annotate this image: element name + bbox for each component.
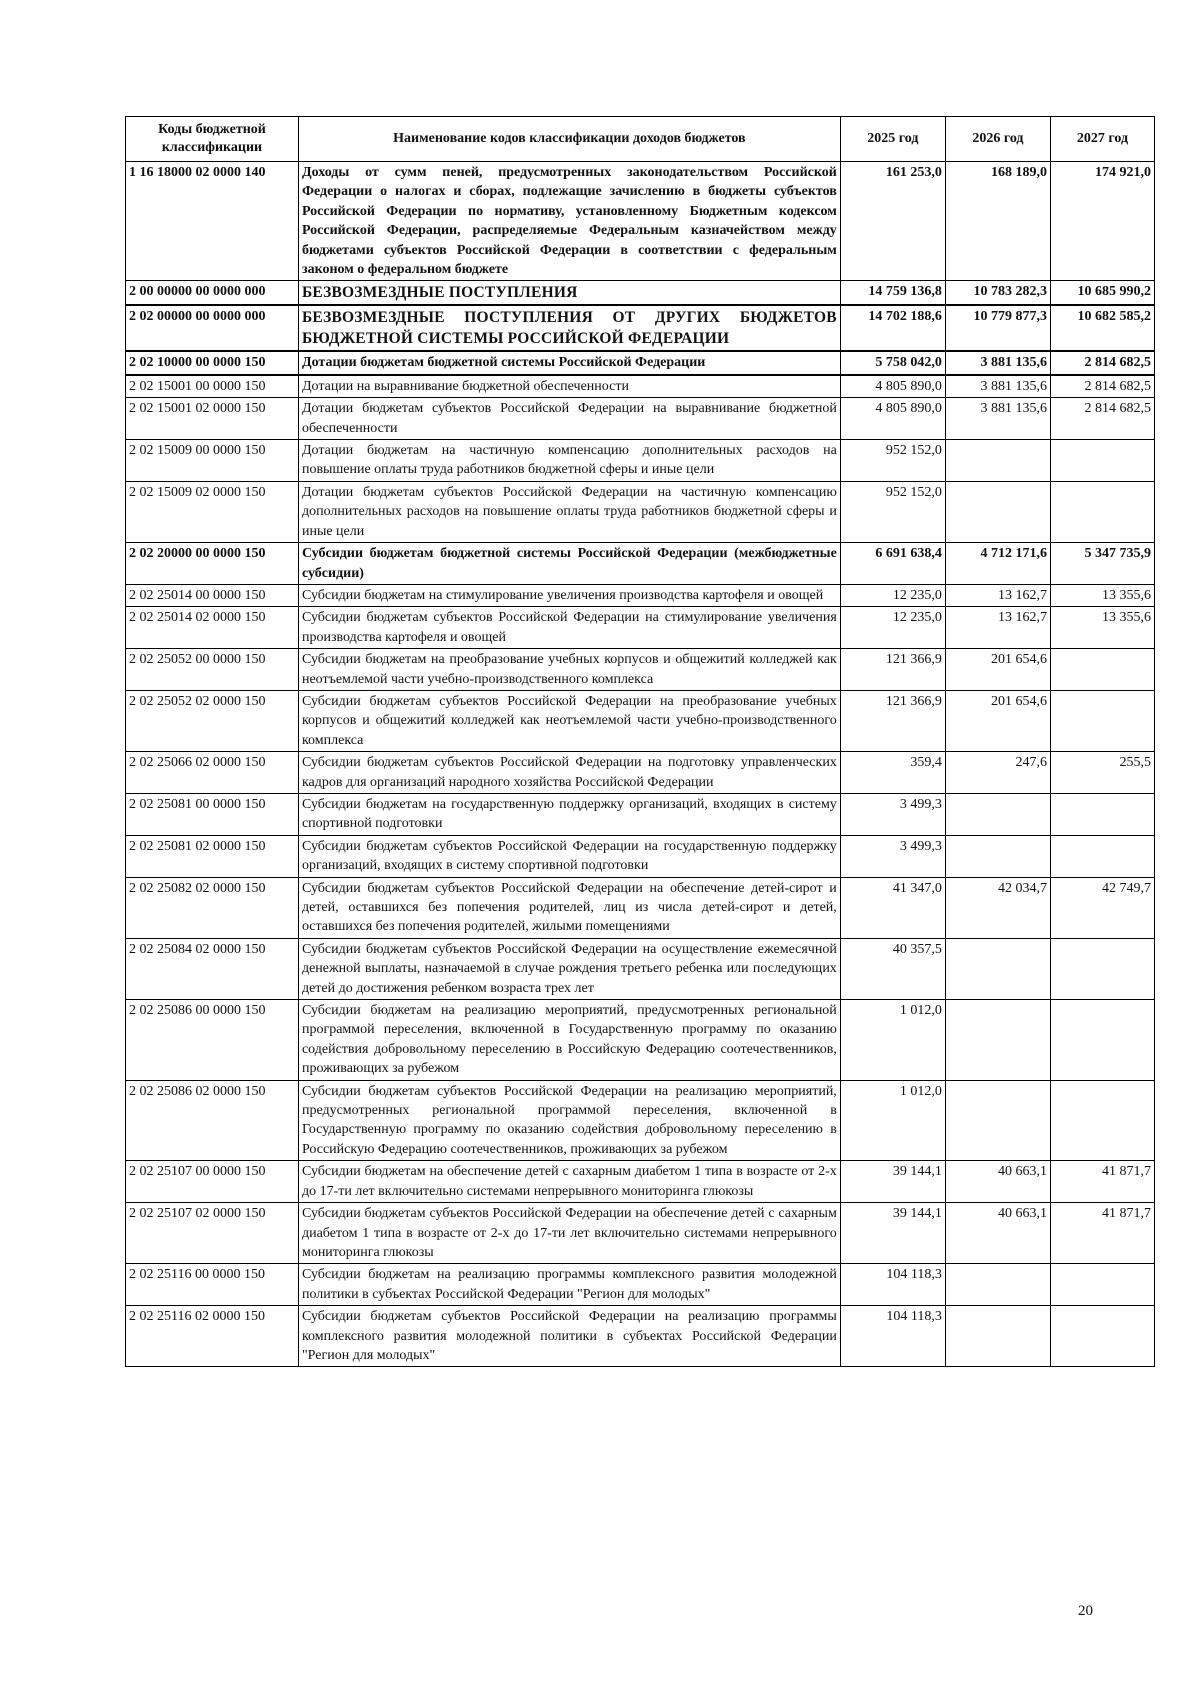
row-value-2026: 201 654,6: [945, 690, 1050, 751]
row-name: Субсидии бюджетам субъектов Российской Федерации на реализацию программы комплексного развития молодежной политики в субъектах Российской Федерации "Регион для молодых": [298, 1306, 840, 1367]
row-value-2027: [1050, 1264, 1154, 1306]
row-name: Субсидии бюджетам бюджетной системы Российской Федерации (межбюджетные субсидии): [298, 543, 840, 585]
row-value-2027: 42 749,7: [1050, 877, 1154, 938]
row-value-2026: 13 162,7: [945, 607, 1050, 649]
row-value-2026: [945, 1264, 1050, 1306]
row-code: 2 02 25107 02 0000 150: [126, 1203, 299, 1264]
row-value-2027: [1050, 793, 1154, 835]
row-value-2025: 952 152,0: [840, 481, 945, 542]
row-value-2026: 10 779 877,3: [945, 305, 1050, 351]
table-row: [126, 1203, 1155, 1264]
row-value-2027: 5 347 735,9: [1050, 543, 1154, 585]
table-row: [126, 835, 1155, 877]
row-value-2027: [1050, 690, 1154, 751]
row-code: 2 02 25052 02 0000 150: [126, 690, 299, 751]
row-name: Субсидии бюджетам субъектов Российской Федерации на осуществление ежемесячной денежной выплаты, назначаемой в случае рождения третьего ребенка или последующих детей до достижения ребенком возраста трех лет: [298, 938, 840, 999]
row-code: 2 02 25066 02 0000 150: [126, 752, 299, 794]
row-code: 2 02 15009 02 0000 150: [126, 481, 299, 542]
table-header-row: [126, 117, 1155, 162]
row-value-2025: 5 758 042,0: [840, 351, 945, 374]
row-name: Дотации бюджетам субъектов Российской Федерации на частичную компенсацию дополнительных расходов на повышение оплаты труда работников бюджетной сферы и иные цели: [298, 481, 840, 542]
row-value-2026: 3 881 135,6: [945, 398, 1050, 440]
row-name: Субсидии бюджетам субъектов Российской Федерации на обеспечение детей-сирот и детей, оставшихся без попечения родителей, лиц из числа детей-сирот и детей, оставшихся без попечения родителей, жилыми помещениями: [298, 877, 840, 938]
table-row: [126, 1264, 1155, 1306]
row-code: 2 02 25107 00 0000 150: [126, 1161, 299, 1203]
row-code: 2 02 25052 00 0000 150: [126, 649, 299, 691]
table-row: [126, 1080, 1155, 1161]
row-name: Субсидии бюджетам субъектов Российской Федерации на реализацию мероприятий, предусмотренных региональной программой переселения, включенной в Государственную программу по оказанию содействия добровольному переселению в Российскую Федерацию соотечественников, проживающих за рубежом: [298, 1080, 840, 1161]
row-value-2026: [945, 835, 1050, 877]
row-name: Субсидии бюджетам субъектов Российской Федерации на подготовку управленческих кадров для организаций народного хозяйства Российской Федерации: [298, 752, 840, 794]
row-value-2027: [1050, 835, 1154, 877]
row-value-2027: 2 814 682,5: [1050, 351, 1154, 374]
row-name: БЕЗВОЗМЕЗДНЫЕ ПОСТУПЛЕНИЯ: [298, 281, 840, 306]
row-code: 2 02 00000 00 0000 000: [126, 305, 299, 351]
table-row: [126, 543, 1155, 585]
row-value-2025: 161 253,0: [840, 162, 945, 281]
row-value-2027: [1050, 1306, 1154, 1367]
row-value-2026: [945, 1000, 1050, 1081]
row-value-2025: 359,4: [840, 752, 945, 794]
row-value-2025: 40 357,5: [840, 938, 945, 999]
row-value-2026: 247,6: [945, 752, 1050, 794]
header-code: Коды бюджетной классификации: [126, 117, 299, 162]
table-row: [126, 607, 1155, 649]
row-value-2025: 1 012,0: [840, 1080, 945, 1161]
table-row: [126, 1000, 1155, 1081]
row-name: Дотации бюджетам на частичную компенсацию дополнительных расходов на повышение оплаты труда работников бюджетной сферы и иные цели: [298, 440, 840, 482]
row-code: 2 02 20000 00 0000 150: [126, 543, 299, 585]
table-row: [126, 281, 1155, 306]
row-value-2026: 42 034,7: [945, 877, 1050, 938]
row-value-2027: [1050, 649, 1154, 691]
row-code: 2 02 25116 02 0000 150: [126, 1306, 299, 1367]
row-value-2025: 12 235,0: [840, 584, 945, 606]
budget-revenue-table: [125, 116, 1155, 1367]
row-value-2027: 41 871,7: [1050, 1161, 1154, 1203]
table-row: [126, 584, 1155, 606]
row-name: Субсидии бюджетам на обеспечение детей с сахарным диабетом 1 типа в возрасте от 2-х до 17-ти лет включительно системами непрерывного мониторинга глюкозы: [298, 1161, 840, 1203]
row-code: 2 02 25081 00 0000 150: [126, 793, 299, 835]
table-row: [126, 375, 1155, 398]
table-row: [126, 481, 1155, 542]
row-name: Субсидии бюджетам на стимулирование увеличения производства картофеля и овощей: [298, 584, 840, 606]
table-row: [126, 351, 1155, 374]
row-value-2026: 13 162,7: [945, 584, 1050, 606]
row-name: Субсидии бюджетам субъектов Российской Федерации на государственную поддержку организаций, входящих в систему спортивной подготовки: [298, 835, 840, 877]
row-value-2025: 121 366,9: [840, 690, 945, 751]
row-value-2026: 40 663,1: [945, 1203, 1050, 1264]
row-name: Субсидии бюджетам на реализацию программы комплексного развития молодежной политики в субъектах Российской Федерации "Регион для молодых": [298, 1264, 840, 1306]
table-row: [126, 440, 1155, 482]
row-value-2025: 104 118,3: [840, 1306, 945, 1367]
row-value-2026: 3 881 135,6: [945, 375, 1050, 398]
row-value-2025: 3 499,3: [840, 793, 945, 835]
row-value-2026: [945, 1306, 1050, 1367]
row-value-2025: 4 805 890,0: [840, 375, 945, 398]
row-value-2026: 10 783 282,3: [945, 281, 1050, 306]
row-value-2027: 174 921,0: [1050, 162, 1154, 281]
row-name: Дотации бюджетам субъектов Российской Федерации на выравнивание бюджетной обеспеченности: [298, 398, 840, 440]
table-row: [126, 398, 1155, 440]
row-value-2027: [1050, 1000, 1154, 1081]
row-value-2025: 39 144,1: [840, 1161, 945, 1203]
row-value-2025: 4 805 890,0: [840, 398, 945, 440]
row-code: 2 02 25081 02 0000 150: [126, 835, 299, 877]
header-name: Наименование кодов классификации доходов бюджетов: [298, 117, 840, 162]
header-2027: 2027 год: [1050, 117, 1154, 162]
row-value-2026: [945, 793, 1050, 835]
table-row: [126, 162, 1155, 281]
table-row: [126, 649, 1155, 691]
row-value-2025: 14 702 188,6: [840, 305, 945, 351]
row-value-2025: 1 012,0: [840, 1000, 945, 1081]
row-name: Субсидии бюджетам субъектов Российской Федерации на обеспечение детей с сахарным диабетом 1 типа в возрасте от 2-х до 17-ти лет включительно системами непрерывного мониторинга глюкозы: [298, 1203, 840, 1264]
table-row: [126, 793, 1155, 835]
row-value-2025: 3 499,3: [840, 835, 945, 877]
row-name: Дотации на выравнивание бюджетной обеспеченности: [298, 375, 840, 398]
row-value-2026: 3 881 135,6: [945, 351, 1050, 374]
row-value-2027: 2 814 682,5: [1050, 375, 1154, 398]
row-value-2025: 104 118,3: [840, 1264, 945, 1306]
row-value-2027: 41 871,7: [1050, 1203, 1154, 1264]
row-value-2027: [1050, 481, 1154, 542]
row-name: Субсидии бюджетам на реализацию мероприятий, предусмотренных региональной программой переселения, включенной в Государственную программу по оказанию содействия добровольному переселению в Российскую Федерацию соотечественников, проживающих за рубежом: [298, 1000, 840, 1081]
row-value-2025: 14 759 136,8: [840, 281, 945, 306]
row-code: 2 02 25014 00 0000 150: [126, 584, 299, 606]
row-value-2027: 10 685 990,2: [1050, 281, 1154, 306]
row-value-2027: 10 682 585,2: [1050, 305, 1154, 351]
row-value-2027: 13 355,6: [1050, 584, 1154, 606]
row-code: 2 02 25014 02 0000 150: [126, 607, 299, 649]
row-code: 2 02 15001 00 0000 150: [126, 375, 299, 398]
row-value-2025: 12 235,0: [840, 607, 945, 649]
table-row: [126, 752, 1155, 794]
row-name: Субсидии бюджетам на преобразование учебных корпусов и общежитий колледжей как неотъемлемой части учебно-производственного комплекса: [298, 649, 840, 691]
row-name: Доходы от сумм пеней, предусмотренных законодательством Российской Федерации о налогах и сборах, подлежащие зачислению в бюджеты субъектов Российской Федерации по нормативу, установленному Бюджетным кодексом Российской Федерации, распределяемые Федеральным казначейством между бюджетами субъектов Российской Федерации в соответствии с федеральным законом о федеральном бюджете: [298, 162, 840, 281]
table-row: [126, 1306, 1155, 1367]
row-value-2026: 201 654,6: [945, 649, 1050, 691]
row-value-2026: [945, 1080, 1050, 1161]
row-value-2026: [945, 481, 1050, 542]
row-code: 2 02 25084 02 0000 150: [126, 938, 299, 999]
row-code: 1 16 18000 02 0000 140: [126, 162, 299, 281]
row-code: 2 02 10000 00 0000 150: [126, 351, 299, 374]
row-value-2027: 13 355,6: [1050, 607, 1154, 649]
header-2025: 2025 год: [840, 117, 945, 162]
row-value-2026: [945, 938, 1050, 999]
row-value-2026: 40 663,1: [945, 1161, 1050, 1203]
row-value-2026: [945, 440, 1050, 482]
row-value-2025: 41 347,0: [840, 877, 945, 938]
table-row: [126, 305, 1155, 351]
table-row: [126, 690, 1155, 751]
row-name: Дотации бюджетам бюджетной системы Российской Федерации: [298, 351, 840, 374]
row-value-2025: 121 366,9: [840, 649, 945, 691]
header-2026: 2026 год: [945, 117, 1050, 162]
row-code: 2 02 25082 02 0000 150: [126, 877, 299, 938]
row-value-2025: 952 152,0: [840, 440, 945, 482]
row-code: 2 02 15001 02 0000 150: [126, 398, 299, 440]
row-name: Субсидии бюджетам на государственную поддержку организаций, входящих в систему спортивной подготовки: [298, 793, 840, 835]
row-value-2027: 2 814 682,5: [1050, 398, 1154, 440]
row-value-2027: [1050, 1080, 1154, 1161]
table-row: [126, 938, 1155, 999]
row-value-2027: [1050, 440, 1154, 482]
row-code: 2 02 15009 00 0000 150: [126, 440, 299, 482]
row-code: 2 02 25086 00 0000 150: [126, 1000, 299, 1081]
row-value-2026: 168 189,0: [945, 162, 1050, 281]
row-name: Субсидии бюджетам субъектов Российской Федерации на стимулирование увеличения производства картофеля и овощей: [298, 607, 840, 649]
table-row: [126, 1161, 1155, 1203]
row-value-2027: [1050, 938, 1154, 999]
row-code: 2 00 00000 00 0000 000: [126, 281, 299, 306]
row-value-2025: 6 691 638,4: [840, 543, 945, 585]
row-value-2025: 39 144,1: [840, 1203, 945, 1264]
row-value-2027: 255,5: [1050, 752, 1154, 794]
page-number: 20: [1078, 1603, 1093, 1619]
row-code: 2 02 25116 00 0000 150: [126, 1264, 299, 1306]
row-name: БЕЗВОЗМЕЗДНЫЕ ПОСТУПЛЕНИЯ ОТ ДРУГИХ БЮДЖЕТОВ БЮДЖЕТНОЙ СИСТЕМЫ РОССИЙСКОЙ ФЕДЕРАЦИИ: [298, 305, 840, 351]
row-value-2026: 4 712 171,6: [945, 543, 1050, 585]
row-code: 2 02 25086 02 0000 150: [126, 1080, 299, 1161]
table-row: [126, 877, 1155, 938]
row-name: Субсидии бюджетам субъектов Российской Федерации на преобразование учебных корпусов и общежитий колледжей как неотъемлемой части учебно-производственного комплекса: [298, 690, 840, 751]
